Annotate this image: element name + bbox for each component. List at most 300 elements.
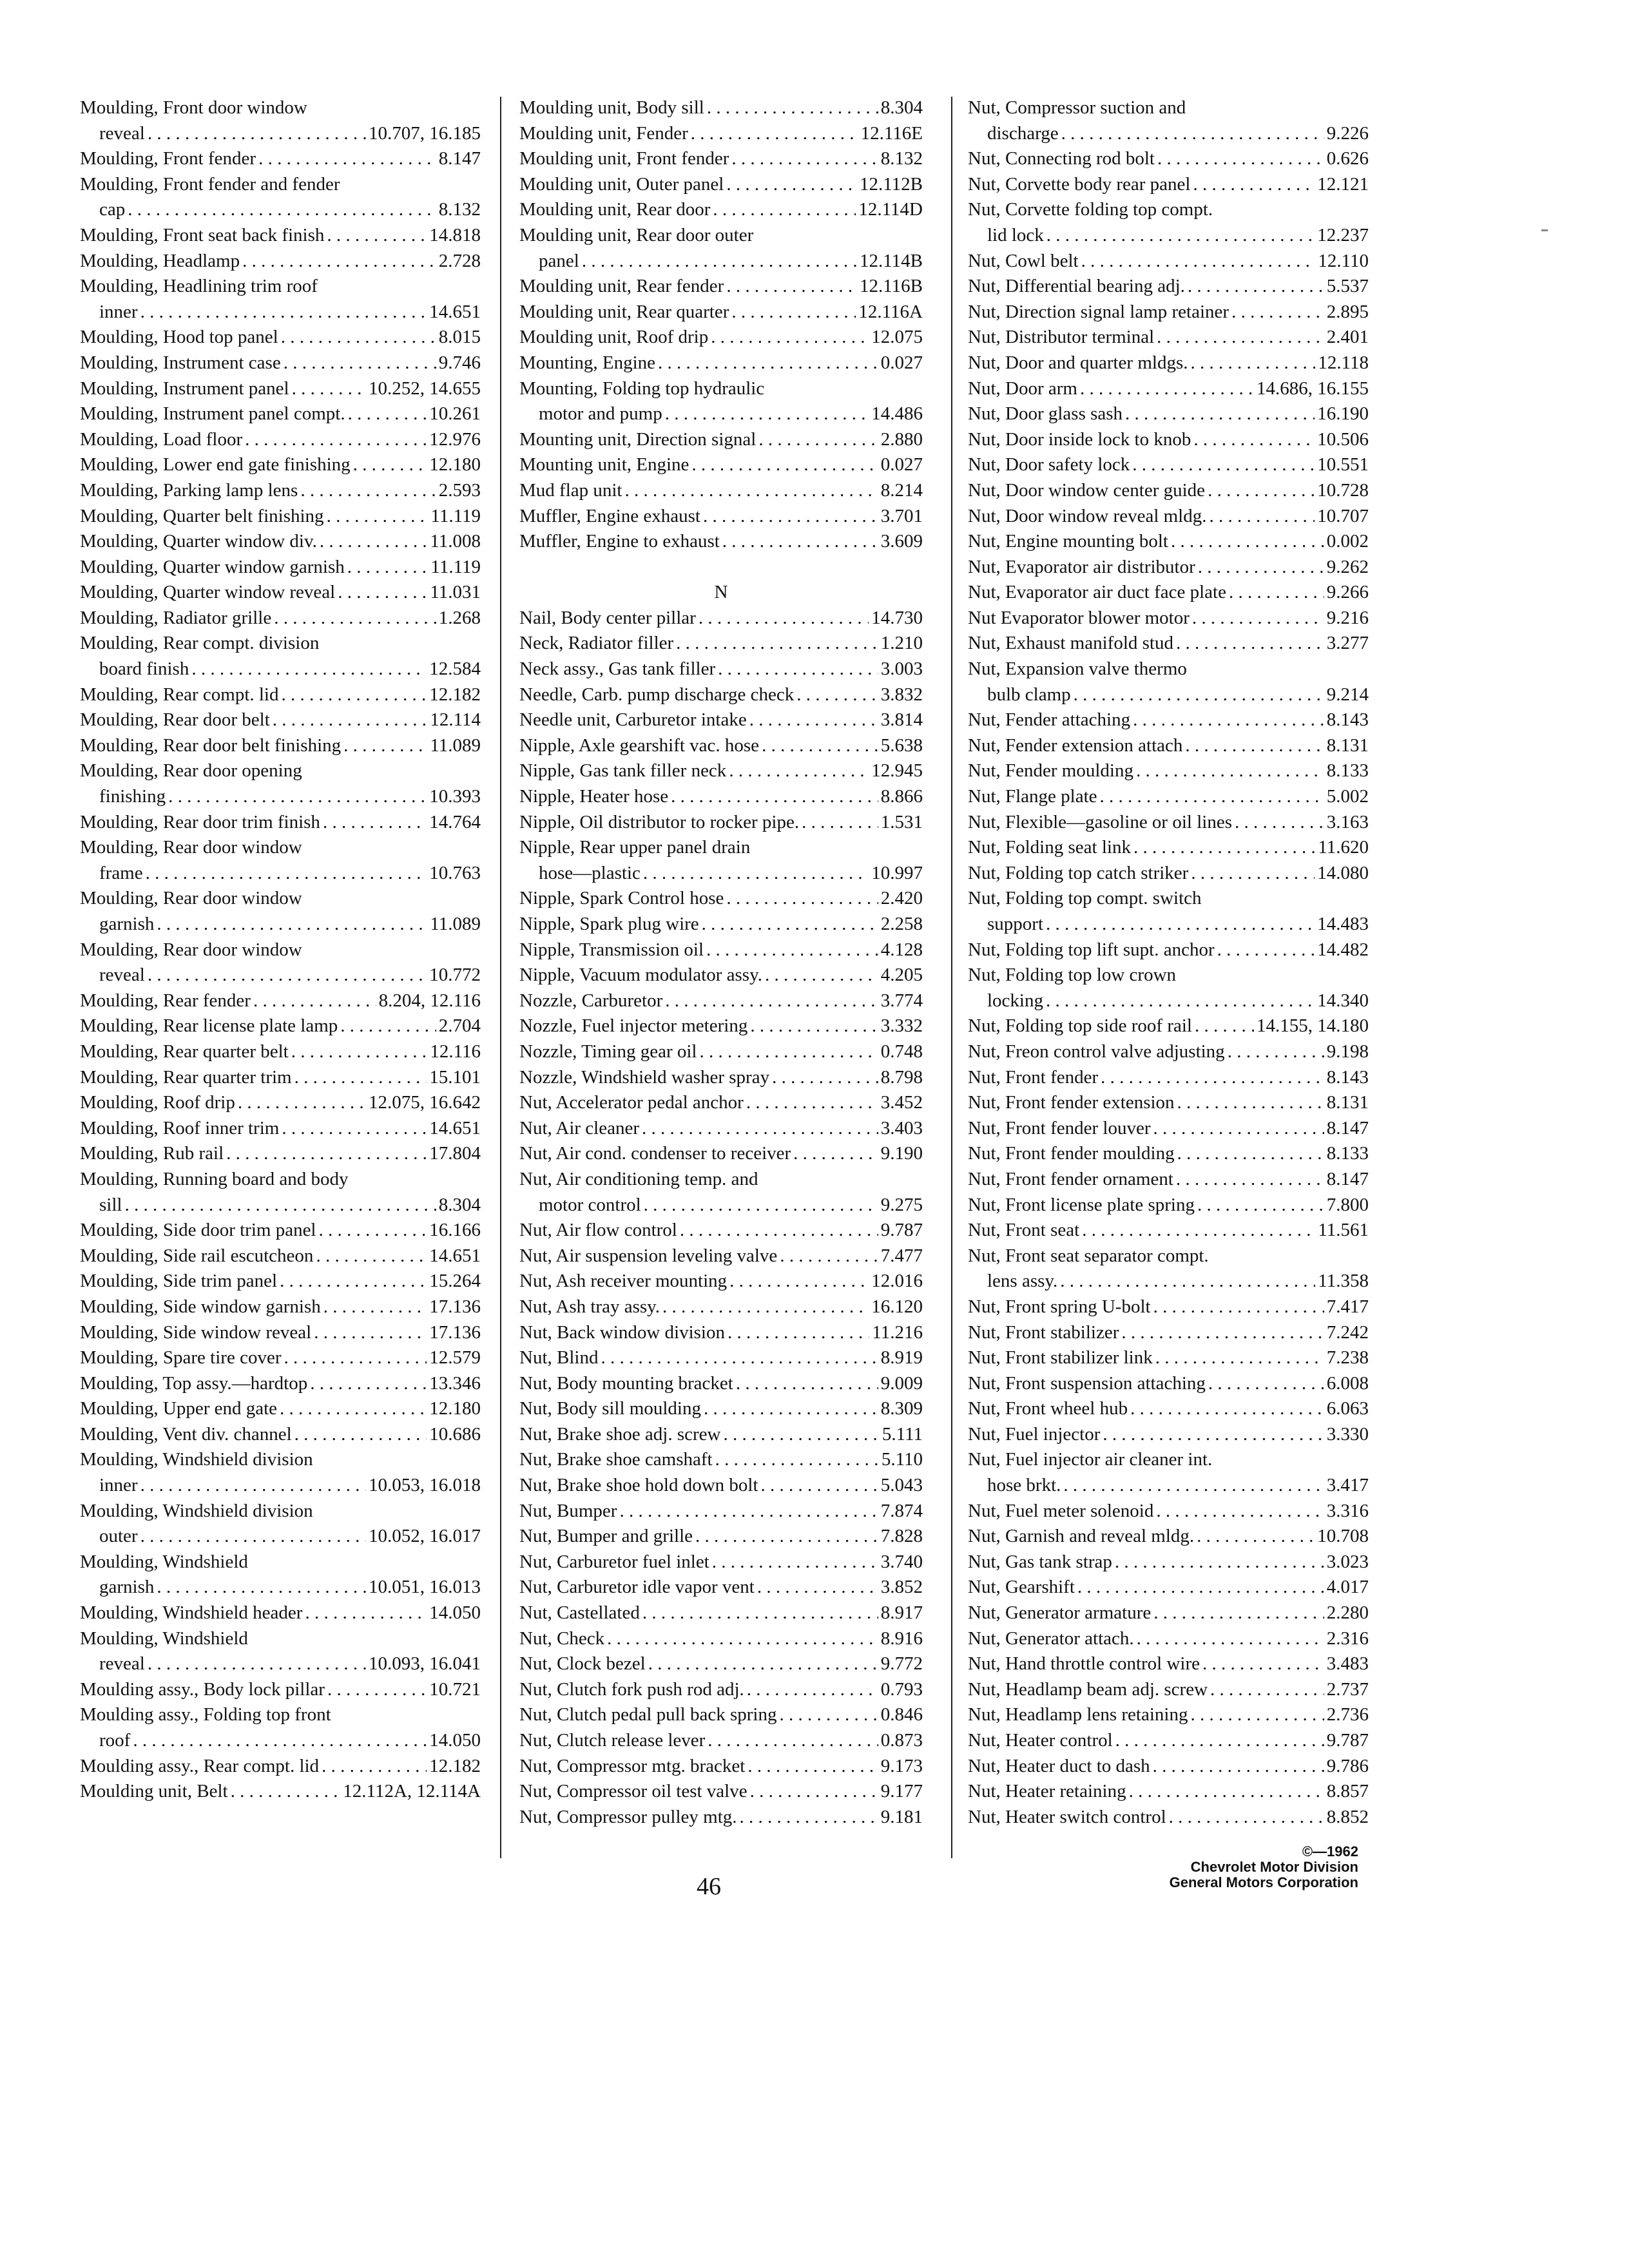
leader-dots bbox=[761, 1473, 878, 1499]
entry-text: Nut, Clutch release lever bbox=[519, 1730, 706, 1751]
leader-dots bbox=[140, 1473, 366, 1499]
leader-dots bbox=[327, 1677, 427, 1703]
entry-text: Moulding, Roof drip bbox=[80, 1092, 235, 1113]
index-column-2 bbox=[519, 95, 923, 1830]
page-reference: 14.080 bbox=[1317, 862, 1369, 883]
leader-dots bbox=[1228, 1039, 1324, 1065]
index-entry bbox=[80, 682, 481, 708]
leader-dots bbox=[676, 631, 878, 657]
index-entry bbox=[968, 707, 1369, 733]
page-reference: 3.003 bbox=[880, 658, 923, 680]
page-reference: 10.393 bbox=[429, 786, 481, 807]
index-entry bbox=[968, 784, 1369, 810]
entry-text: Moulding, Lower end gate finishing bbox=[80, 454, 351, 476]
index-entry bbox=[80, 223, 481, 249]
leader-dots bbox=[1153, 1294, 1324, 1320]
entry-text: Nail, Body center pillar bbox=[519, 607, 696, 628]
entry-text: Moulding, Side rail escutcheon bbox=[80, 1245, 314, 1266]
page-number: 46 bbox=[697, 1873, 721, 1900]
leader-dots bbox=[758, 427, 878, 453]
publisher-line-2: General Motors Corporation bbox=[1169, 1874, 1358, 1890]
page-reference: 3.483 bbox=[1326, 1653, 1369, 1675]
leader-dots bbox=[226, 1141, 427, 1167]
index-entry bbox=[968, 1524, 1369, 1550]
index-entry bbox=[968, 1218, 1369, 1244]
page-reference: 14.651 bbox=[429, 1117, 481, 1139]
leader-dots bbox=[1153, 1600, 1324, 1626]
page-reference: 9.190 bbox=[880, 1143, 923, 1164]
index-entry bbox=[80, 1651, 481, 1677]
page-reference: 8.916 bbox=[880, 1628, 923, 1649]
page-reference: 7.874 bbox=[880, 1500, 923, 1521]
leader-dots bbox=[699, 1039, 878, 1065]
leader-dots bbox=[711, 325, 869, 351]
index-entry bbox=[968, 478, 1369, 504]
leader-dots bbox=[1080, 376, 1254, 402]
entry-text: Nut, Heater control bbox=[968, 1730, 1113, 1751]
leader-dots bbox=[1193, 427, 1315, 453]
entry-text: support bbox=[987, 914, 1043, 934]
page-reference: 12.579 bbox=[429, 1347, 481, 1369]
page-reference: 3.417 bbox=[1326, 1475, 1369, 1496]
page-reference: 5.111 bbox=[882, 1423, 923, 1445]
index-entry bbox=[519, 1396, 923, 1422]
leader-dots bbox=[601, 1345, 878, 1371]
page-reference: 3.814 bbox=[880, 709, 923, 731]
index-entry bbox=[519, 427, 923, 453]
index-entry bbox=[80, 988, 481, 1014]
page-reference: 8.214 bbox=[880, 479, 923, 501]
index-entry bbox=[80, 657, 481, 682]
index-entry bbox=[519, 1575, 923, 1600]
leader-dots bbox=[1129, 1779, 1324, 1805]
page-reference: 3.277 bbox=[1326, 633, 1369, 654]
index-entry bbox=[968, 1702, 1369, 1728]
page-reference: 0.027 bbox=[880, 352, 923, 373]
index-entry bbox=[519, 1702, 923, 1728]
index-entry bbox=[80, 452, 481, 478]
index-entry bbox=[80, 1447, 481, 1473]
index-entry bbox=[968, 529, 1369, 555]
entry-text: Nut, Front wheel hub bbox=[968, 1398, 1128, 1419]
entry-text: Nut, Generator attach. bbox=[968, 1628, 1134, 1649]
index-entry bbox=[968, 758, 1369, 784]
entry-text: Moulding, Headlamp bbox=[80, 250, 240, 271]
leader-dots bbox=[1197, 1524, 1315, 1550]
index-entry bbox=[80, 1550, 481, 1575]
page-reference: 14.340 bbox=[1317, 990, 1369, 1011]
index-entry bbox=[968, 1269, 1369, 1294]
leader-dots bbox=[1191, 351, 1316, 376]
index-entry bbox=[80, 1473, 481, 1499]
leader-dots bbox=[1046, 912, 1315, 937]
leader-dots bbox=[1192, 606, 1324, 631]
entry-text: discharge bbox=[987, 122, 1059, 144]
page-reference: 4.205 bbox=[880, 965, 923, 986]
leader-dots bbox=[140, 300, 427, 325]
index-entry bbox=[968, 1626, 1369, 1652]
index-entry bbox=[968, 937, 1369, 963]
index-entry bbox=[519, 861, 923, 887]
leader-dots bbox=[146, 861, 427, 887]
index-entry bbox=[519, 682, 923, 708]
entry-text: Moulding unit, Outer panel bbox=[519, 173, 724, 195]
page-reference: 5.043 bbox=[880, 1475, 923, 1496]
leader-dots bbox=[1101, 1065, 1324, 1091]
page-reference: 9.266 bbox=[1326, 582, 1369, 603]
leader-dots bbox=[148, 121, 366, 147]
index-entry bbox=[519, 1499, 923, 1524]
leader-dots bbox=[644, 1193, 878, 1218]
leader-dots bbox=[231, 1779, 341, 1805]
leader-dots bbox=[314, 1320, 427, 1346]
index-entry bbox=[519, 758, 923, 784]
index-entry bbox=[80, 1167, 481, 1193]
leader-dots bbox=[300, 478, 436, 504]
leader-dots bbox=[1130, 1396, 1324, 1422]
page-reference: 8.798 bbox=[880, 1066, 923, 1088]
index-entry bbox=[80, 1728, 481, 1754]
entry-text: Nut, Body mounting bracket bbox=[519, 1372, 733, 1394]
entry-text: bulb clamp bbox=[987, 684, 1071, 705]
page-reference: 8.143 bbox=[1326, 1066, 1369, 1088]
page-reference: 12.114D bbox=[858, 199, 923, 220]
index-entry bbox=[519, 1141, 923, 1167]
leader-dots bbox=[282, 1116, 427, 1142]
entry-text: Nipple, Transmission oil bbox=[519, 939, 704, 960]
index-entry bbox=[80, 1702, 481, 1728]
index-entry bbox=[519, 325, 923, 351]
index-entry bbox=[968, 1422, 1369, 1448]
leader-dots bbox=[1133, 707, 1324, 733]
entry-text: Nut, Corvette folding top compt. bbox=[968, 199, 1213, 220]
index-entry bbox=[519, 1345, 923, 1371]
page-reference: 11.119 bbox=[430, 505, 481, 526]
margin-mark bbox=[1541, 229, 1548, 231]
page-reference: 12.182 bbox=[429, 1755, 481, 1776]
page-reference: 17.804 bbox=[429, 1143, 481, 1164]
leader-dots bbox=[1169, 1805, 1324, 1831]
index-entry bbox=[519, 172, 923, 198]
leader-dots bbox=[1125, 401, 1315, 427]
entry-text: Nipple, Heater hose bbox=[519, 786, 669, 807]
page-reference: 8.133 bbox=[1326, 1143, 1369, 1164]
entry-text: Nut, Accelerator pedal anchor bbox=[519, 1092, 744, 1113]
index-entry bbox=[80, 197, 481, 223]
page-reference: 10.506 bbox=[1317, 428, 1369, 450]
page-reference: 10.997 bbox=[871, 862, 923, 883]
entry-text: Nut, Bumper and grille bbox=[519, 1526, 693, 1547]
leader-dots bbox=[736, 1371, 878, 1397]
index-entry bbox=[519, 1244, 923, 1269]
entry-text: Moulding, Rear compt. division bbox=[80, 633, 320, 654]
index-entry bbox=[80, 555, 481, 581]
leader-dots bbox=[731, 300, 856, 325]
leader-dots bbox=[796, 682, 878, 708]
leader-dots bbox=[582, 249, 857, 274]
page-reference: 8.147 bbox=[438, 148, 481, 169]
leader-dots bbox=[140, 1524, 366, 1550]
leader-dots bbox=[1229, 580, 1324, 606]
entry-text: Moulding, Rear quarter trim bbox=[80, 1066, 292, 1088]
entry-text: Nut, Door arm bbox=[968, 378, 1077, 399]
entry-text: Nut Evaporator blower motor bbox=[968, 607, 1190, 628]
leader-dots bbox=[1115, 1728, 1324, 1754]
entry-text: roof bbox=[99, 1730, 131, 1751]
index-entry bbox=[80, 1116, 481, 1142]
leader-dots bbox=[323, 1294, 427, 1320]
leader-dots bbox=[757, 1575, 878, 1600]
index-entry bbox=[519, 631, 923, 657]
leader-dots bbox=[1156, 1499, 1324, 1524]
index-entry bbox=[80, 606, 481, 631]
leader-dots bbox=[1103, 1422, 1324, 1448]
entry-text: Nut, Heater retaining bbox=[968, 1781, 1126, 1802]
index-entry bbox=[519, 351, 923, 376]
page-reference: 8.304 bbox=[438, 1194, 481, 1215]
leader-dots bbox=[1121, 1320, 1324, 1346]
entry-text: Nipple, Oil distributor to rocker pipe. bbox=[519, 811, 800, 832]
entry-text: Moulding, Hood top panel bbox=[80, 327, 278, 348]
index-entry bbox=[80, 401, 481, 427]
page-reference: 8.309 bbox=[880, 1398, 923, 1419]
page-reference: 10.252, 14.655 bbox=[369, 378, 481, 399]
leader-dots bbox=[718, 657, 878, 682]
entry-text: Moulding, Quarter window garnish bbox=[80, 556, 345, 577]
entry-text: Moulding, Side door trim panel bbox=[80, 1220, 316, 1241]
index-entry bbox=[968, 504, 1369, 530]
entry-text: Moulding, Side trim panel bbox=[80, 1271, 278, 1292]
page-reference: 12.075 bbox=[871, 327, 923, 348]
entry-text: Nut, Exhaust manifold stud bbox=[968, 633, 1173, 654]
entry-text: Nut, Hand throttle control wire bbox=[968, 1653, 1200, 1675]
entry-text: Nut, Clutch fork push rod adj. bbox=[519, 1678, 744, 1700]
page-reference: 16.120 bbox=[871, 1296, 923, 1317]
entry-text: finishing bbox=[99, 786, 166, 807]
page-reference: 8.147 bbox=[1326, 1117, 1369, 1139]
page-reference: 10.686 bbox=[429, 1423, 481, 1445]
entry-text: Nut, Front fender ornament bbox=[968, 1168, 1173, 1189]
page-reference: 8.857 bbox=[1326, 1781, 1369, 1802]
leader-dots bbox=[284, 1345, 427, 1371]
entry-text: Moulding, Front fender and fender bbox=[80, 173, 340, 195]
index-entry bbox=[80, 733, 481, 759]
page-reference: 9.746 bbox=[438, 352, 481, 373]
page-reference: 5.638 bbox=[880, 735, 923, 756]
entry-text: Nut, Blind bbox=[519, 1347, 599, 1369]
index-entry bbox=[80, 121, 481, 147]
leader-dots bbox=[772, 1065, 878, 1091]
leader-dots bbox=[305, 1600, 427, 1626]
leader-dots bbox=[1115, 1550, 1324, 1575]
entry-text: Moulding unit, Rear fender bbox=[519, 276, 724, 297]
entry-text: panel bbox=[539, 250, 579, 271]
entry-text: Moulding, Rear fender bbox=[80, 990, 251, 1011]
page-reference: 2.736 bbox=[1326, 1704, 1369, 1725]
leader-dots bbox=[157, 1575, 366, 1600]
column-divider-1 bbox=[500, 97, 501, 1858]
index-entry bbox=[968, 376, 1369, 402]
entry-text: motor and pump bbox=[539, 403, 662, 425]
page-reference: 2.401 bbox=[1326, 327, 1369, 348]
leader-dots bbox=[148, 1651, 366, 1677]
leader-dots bbox=[1133, 835, 1315, 861]
index-entry bbox=[519, 1779, 923, 1805]
entry-text: Nut, Cowl belt bbox=[968, 250, 1079, 271]
entry-text: Nut, Clock bezel bbox=[519, 1653, 646, 1675]
entry-text: lid lock bbox=[987, 224, 1044, 245]
page-reference: 3.701 bbox=[880, 505, 923, 526]
leader-dots bbox=[238, 1090, 366, 1116]
leader-dots bbox=[607, 1626, 878, 1652]
leader-dots bbox=[1177, 1090, 1324, 1116]
entry-text: Moulding unit, Front fender bbox=[519, 148, 729, 169]
page-reference: 8.919 bbox=[880, 1347, 923, 1369]
entry-text: Muffler, Engine to exhaust bbox=[519, 531, 720, 552]
entry-text: Moulding, Instrument panel bbox=[80, 378, 289, 399]
entry-text: Nut, Front stabilizer bbox=[968, 1321, 1119, 1343]
index-entry bbox=[80, 1039, 481, 1065]
leader-dots bbox=[168, 784, 427, 810]
leader-dots bbox=[729, 758, 869, 784]
leader-dots bbox=[729, 1269, 869, 1294]
leader-dots bbox=[1063, 1473, 1324, 1499]
leader-dots bbox=[731, 146, 878, 172]
page-reference: 12.110 bbox=[1318, 250, 1369, 271]
leader-dots bbox=[713, 197, 856, 223]
entry-text: Mounting unit, Direction signal bbox=[519, 428, 757, 450]
page-reference: 9.173 bbox=[880, 1755, 923, 1776]
leader-dots bbox=[750, 1779, 878, 1805]
entry-text: Moulding, Rear license plate lamp bbox=[80, 1015, 338, 1037]
entry-text: Nut, Air cleaner bbox=[519, 1117, 640, 1139]
page-reference: 8.304 bbox=[880, 97, 923, 118]
leader-dots bbox=[665, 401, 869, 427]
leader-dots bbox=[691, 452, 878, 478]
page-reference: 10.707 bbox=[1317, 505, 1369, 526]
leader-dots bbox=[322, 1754, 427, 1780]
index-entry bbox=[519, 1320, 923, 1346]
index-entry bbox=[519, 478, 923, 504]
index-entry bbox=[519, 886, 923, 912]
index-entry bbox=[80, 810, 481, 836]
entry-text: Nut, Brake shoe camshaft bbox=[519, 1449, 713, 1470]
page-reference: 14.818 bbox=[429, 224, 481, 245]
page-reference: 8.204, 12.116 bbox=[378, 990, 481, 1011]
index-entry bbox=[968, 223, 1369, 249]
page-reference: 8.147 bbox=[1326, 1168, 1369, 1189]
entry-text: Moulding, Spare tire cover bbox=[80, 1347, 282, 1369]
index-entry bbox=[968, 427, 1369, 453]
index-column-3 bbox=[968, 95, 1369, 1830]
index-entry bbox=[519, 1167, 923, 1193]
leader-dots bbox=[1217, 937, 1315, 963]
entry-text: Moulding, Radiator grille bbox=[80, 607, 272, 628]
page-reference: 11.119 bbox=[430, 556, 481, 577]
index-entry bbox=[80, 912, 481, 937]
page-reference: 14.686, 16.155 bbox=[1257, 378, 1369, 399]
leader-dots bbox=[319, 1218, 427, 1244]
leader-dots bbox=[327, 223, 427, 249]
leader-dots bbox=[726, 274, 857, 300]
entry-text: Moulding, Rear door window bbox=[80, 837, 302, 858]
index-entry bbox=[968, 1600, 1369, 1626]
entry-text: Nut, Folding seat link bbox=[968, 837, 1131, 858]
leader-dots bbox=[1074, 682, 1324, 708]
index-entry bbox=[519, 121, 923, 147]
index-entry bbox=[80, 1422, 481, 1448]
index-entry bbox=[80, 861, 481, 887]
index-entry bbox=[968, 1345, 1369, 1371]
entry-text: Nut, Door inside lock to knob bbox=[968, 428, 1191, 450]
index-entry bbox=[80, 529, 481, 555]
entry-text: inner bbox=[99, 301, 138, 322]
index-entry bbox=[519, 1677, 923, 1703]
page-reference: 9.226 bbox=[1326, 122, 1369, 144]
entry-text: Nut, Ash receiver mounting bbox=[519, 1271, 728, 1292]
entry-text: Nut, Folding top low crown bbox=[968, 965, 1177, 986]
leader-dots bbox=[282, 682, 427, 708]
index-entry bbox=[80, 1626, 481, 1652]
leader-dots bbox=[1188, 274, 1324, 300]
page-reference: 3.163 bbox=[1326, 811, 1369, 832]
leader-dots bbox=[702, 912, 878, 937]
page-reference: 12.016 bbox=[871, 1271, 923, 1292]
entry-text: Nipple, Rear upper panel drain bbox=[519, 837, 751, 858]
page-reference: 0.793 bbox=[880, 1678, 923, 1700]
entry-text: reveal bbox=[99, 122, 145, 144]
page-reference: 8.143 bbox=[1326, 709, 1369, 731]
index-entry bbox=[968, 580, 1369, 606]
entry-text: hose brkt. bbox=[987, 1475, 1061, 1496]
leader-dots bbox=[292, 376, 366, 402]
entry-text: Mounting, Folding top hydraulic bbox=[519, 378, 765, 399]
index-entry bbox=[968, 401, 1369, 427]
leader-dots bbox=[1136, 758, 1324, 784]
page-reference: 12.180 bbox=[429, 454, 481, 476]
page-reference: 0.846 bbox=[880, 1704, 923, 1725]
leader-dots bbox=[802, 810, 878, 836]
leader-dots bbox=[780, 1244, 878, 1269]
page-reference: 7.238 bbox=[1326, 1347, 1369, 1369]
page-reference: 10.551 bbox=[1317, 454, 1369, 476]
entry-text: Nut, Flexible—gasoline or oil lines bbox=[968, 811, 1232, 832]
entry-text: Nipple, Axle gearshift vac. hose bbox=[519, 735, 760, 756]
index-entry bbox=[80, 1524, 481, 1550]
leader-dots bbox=[691, 121, 858, 147]
entry-text: Nut, Freon control valve adjusting bbox=[968, 1041, 1225, 1062]
index-entry bbox=[968, 1039, 1369, 1065]
leader-dots bbox=[1185, 733, 1324, 759]
entry-text: Nut, Air suspension leveling valve bbox=[519, 1245, 778, 1266]
leader-dots bbox=[245, 427, 427, 453]
index-entry bbox=[519, 1014, 923, 1039]
index-entry bbox=[519, 223, 923, 249]
entry-text: Nozzle, Windshield washer spray bbox=[519, 1066, 770, 1088]
page-reference: 12.237 bbox=[1317, 224, 1369, 245]
page-reference: 9.787 bbox=[880, 1220, 923, 1241]
page-reference: 10.728 bbox=[1317, 479, 1369, 501]
entry-text: Moulding, Instrument panel compt. bbox=[80, 403, 345, 425]
leader-dots bbox=[191, 657, 427, 682]
page-reference: 0.748 bbox=[880, 1041, 923, 1062]
entry-text: Nut, Carburetor idle vapor vent bbox=[519, 1577, 755, 1598]
page-reference: 3.023 bbox=[1326, 1551, 1369, 1572]
page-reference: 0.873 bbox=[880, 1730, 923, 1751]
index-entry bbox=[519, 1473, 923, 1499]
entry-text: Moulding, Instrument case bbox=[80, 352, 281, 373]
entry-text: Nut, Front fender bbox=[968, 1066, 1099, 1088]
